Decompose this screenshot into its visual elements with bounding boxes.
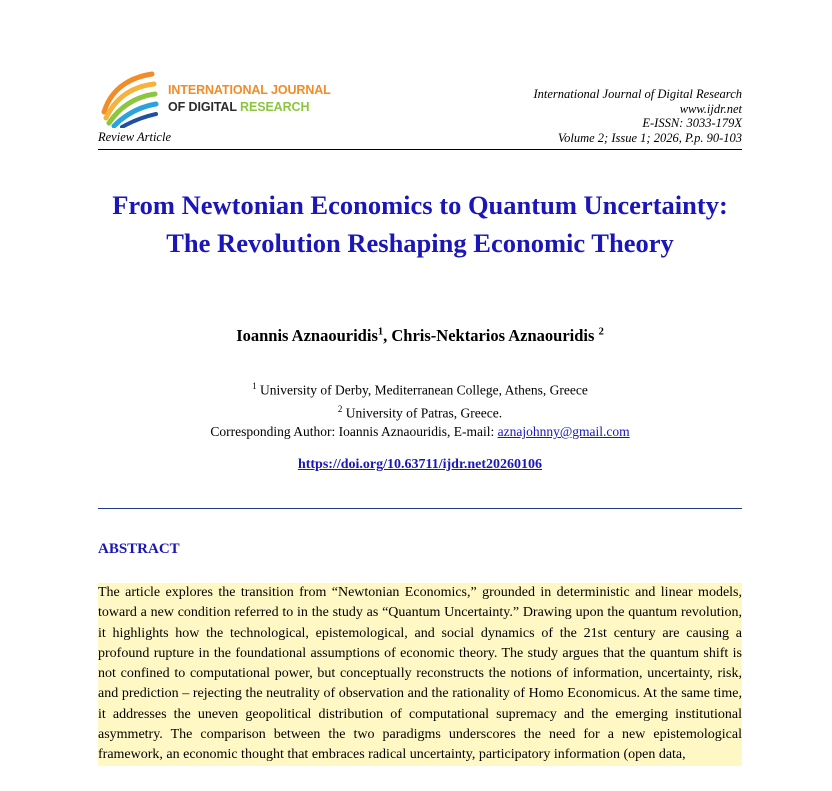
journal-info	[533, 87, 742, 145]
affiliation-2-marker: 2	[337, 403, 343, 414]
affiliation-1-marker: 1	[252, 381, 257, 391]
logo-line-2-part-1: OF DIGITAL	[168, 100, 241, 114]
author-list	[98, 326, 742, 346]
journal-logo-text	[168, 82, 331, 116]
corresponding-author	[98, 422, 742, 441]
journal-name: International Journal of Digital Research	[533, 87, 742, 101]
author-1-name: Ioannis Aznaouridis	[236, 326, 378, 345]
section-divider	[98, 508, 742, 509]
affiliation-2-text: University of Patras, Greece.	[342, 405, 503, 420]
affiliation-2	[98, 400, 742, 423]
affiliation-1-text: University of Derby, Mediterranean College, Athens, Greece	[256, 382, 588, 398]
journal-volume-info: Volume 2; Issue 1; 2026, P.p. 90-103	[557, 130, 742, 145]
doi-link[interactable]: https://doi.org/10.63711/ijdr.net20260106	[297, 457, 543, 472]
author-2-name: Chris-Nektarios Aznaouridis	[391, 326, 599, 345]
paper-title: From Newtonian Economics to Quantum Uncertainty: The Revolution Reshaping Economic Theory	[112, 190, 728, 258]
logo-line-2-part-2: RESEARCH	[240, 100, 310, 114]
author-1-affiliation-marker: 1	[377, 326, 384, 338]
journal-logo-swirl-icon	[98, 68, 162, 128]
affiliation-1	[98, 377, 742, 400]
journal-eissn: E-ISSN: 3033-179X	[642, 116, 742, 131]
article-type-label: Review Article	[98, 130, 172, 144]
header-divider	[98, 149, 742, 150]
logo-line-2	[168, 99, 331, 116]
author-2-affiliation-marker: 2	[598, 326, 604, 338]
abstract-heading: ABSTRACT	[98, 541, 180, 557]
logo-line-1: INTERNATIONAL JOURNAL	[168, 83, 331, 97]
author-separator: ,	[383, 326, 392, 345]
abstract-text: The article explores the transition from “Newtonian Economics,” grounded in deterministic and linear models, toward a new condition referred to in the study as “Quantum Uncertainty.” Drawing upon the quantum revolution, it highlights how the technological, epistemological, and social dynamics of the 21st century are causing a profound rupture in the foundational assumptions of economic theory. The study argues that the quantum shift is not confined to computational power, but conceptually reconstructs the notions of information, uncertainty, risk, and prediction – rejecting the neutrality of observation and the rationality of Homo Economicus. At the same time, it addresses the uneven geopolitical distribution of computational supremacy and the emerging institutional asymmetry. The comparison between the two paradigms underscores the need for a new epistemological framework, an economic thought that embraces radical uncertainty, participatory information (open data,	[98, 583, 742, 766]
journal-website: www.ijdr.net	[679, 101, 742, 116]
corresponding-email-link[interactable]: aznajohnny@gmail.com	[497, 424, 630, 439]
corresponding-author-text: Corresponding Author: Ioannis Aznaouridis, E-mail:	[210, 424, 498, 439]
journal-logo	[98, 68, 338, 128]
affiliations	[98, 377, 742, 441]
